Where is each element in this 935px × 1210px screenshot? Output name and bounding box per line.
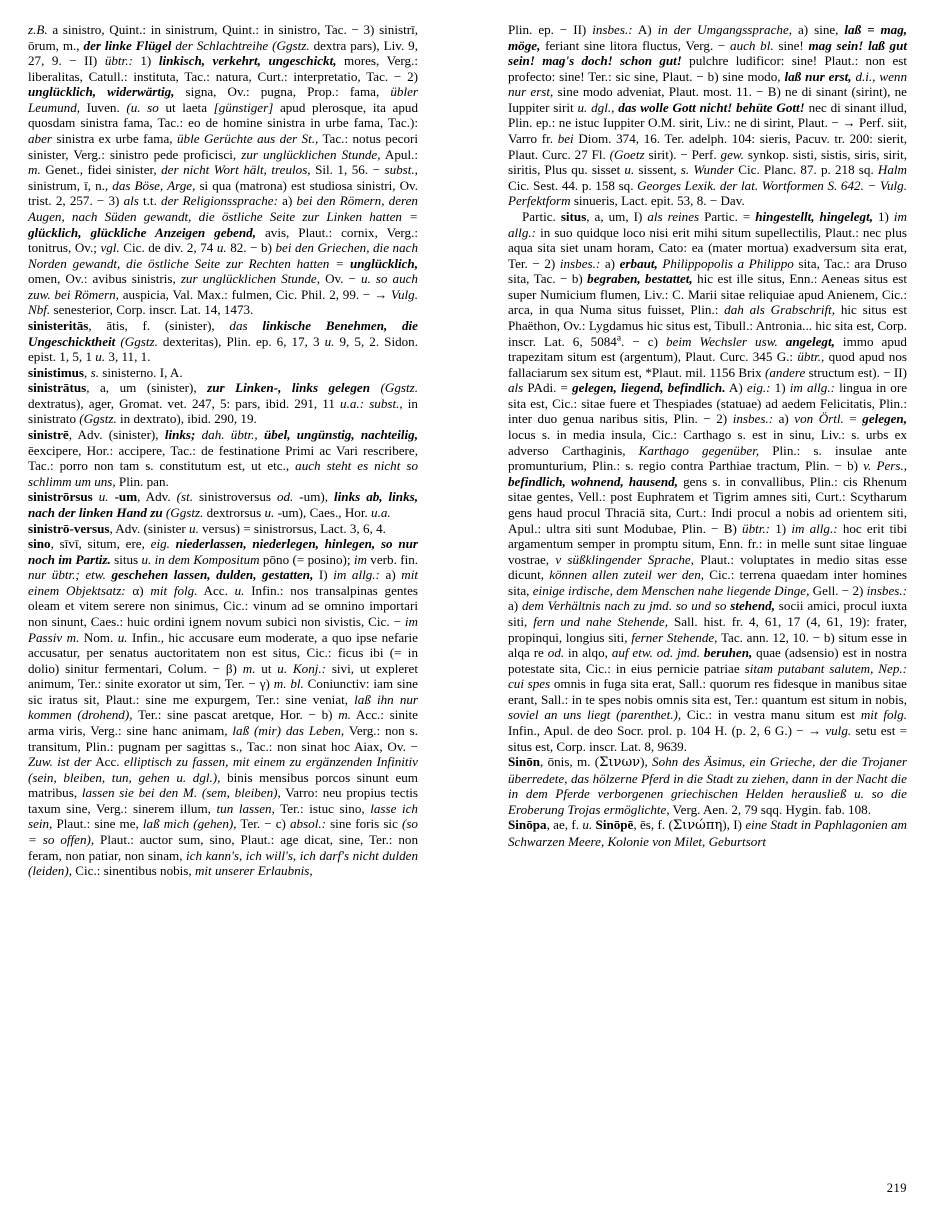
entry-sinistroversus: sinistrō-versus, Adv. (sinister u. versus) = sinistrorsus, Lact. 3, 6, 4. [28, 520, 386, 536]
entry-sinopa: Sinōpa, ae, f. u. Sinōpē, ēs, f. (Σινώπη), I) eine Stadt in Paphlagonien am Schwarzen Meere, Kolonie von Milet, Geburtsort [508, 817, 907, 850]
entry-sinistre: sinistrē, Adv. (sinister), links; dah. übtr., übel, ungünstig, nachteilig, ēexcipere, Hor.: accipere, Tac.: de festinatione Primi ac Vari rescribere, Tac.: porro non tam s. constitutum est, ut etc., auch steht es nicht so schlimm um uns, Plin. pan. [28, 427, 418, 489]
entry-sinistimus: sinistimus, s. sinisterno. I, A. [28, 364, 183, 380]
entry-sinisteritas: sinisteritās, ātis, f. (sinister), das linkische Benehmen, die Ungeschicktheit (Ggstz. dexteritas), Plin. ep. 6, 17, 3 u. 9, 5, 2. Sidon. epist. 1, 5, 1 u. 3, 11, 1. [28, 317, 419, 365]
entry-sinistratus: sinistrātus, a, um (sinister), zur Linken-, links gelegen (Ggstz. dextratus), ager, Gromat. vet. 247, 5: pars, ibid. 291, 11 u.a.: subst., in sinistrato (Ggstz. in dextrato), ibid. 290, 19. [28, 380, 418, 427]
entry-sino-continued: Plin. ep. − II) insbes.: A) in der Umgangssprache, a) sine, laß = mag, möge, feriant sine litora fluctus, Verg. − auch bl. sine! mag sein! laß gut sein! mag's doch! schon gut! pulchre ludificor: sine! Plaut.: non est profecto: sine! Ter.: sic sine, Plaut. − b) sine modo, laß nur erst, d.i., wenn nur erst, sine modo adveniat, Plaut. most. 11. − B) ne di sinant (sirint), ne Iuppiter sirit u. dgl., das wolle Gott nicht! behüte Gott! nec di sinant illud, Plin. ep.: ne istuc Iuppiter O.M. sirit, Liv.: ne di sirint, Plaut. − → Perf. siit, Varro fr. bei Diom. 374, 16. Ter. adelph. 104: sieris, Pacuv. tr. 200: sierit, Plaut. Curc. 27 Fl. (Goetz sirit). − Perf. gew. synkop. sisti, sistis, siris, sirit, siritis, Plus qu. sisset u. sissent, s. Wunder Cic. Planc. 87. p. 218 sq. Halm Cic. Sest. 44. p. 158 sq. Georges Lexik. der lat. Wortformen S. 642. − Vulg. Perfektform sinueris, Lact. epit. 53, 8. − Dav. [508, 22, 908, 209]
entry-partic-situs: Partic. situs, a, um, I) als reines Partic. = hingestellt, hingelegt, 1) im allg.: in suo quidque loco nisi erit mihi situm supellectilis, Plaut.: nec plus aqua sita siet unam horam, Cato: ea (mater mortua) exadversum sita erat, Ter. − 2) insbes.: a) erbaut, Philippopolis a Philippo sita, Tac.: ara Druso sita, Tac. − b) begraben, bestattet, hic est ille situs, Enn.: Aeneas situs est super Numicium flumen, Liv.: C. Marii sitae reliquiae apud Anienem, Cic.: arca, in qua Numa situs fuisset, Plin.: dah als Grabschrift, hic situs est Phaëthon, Ov.: Lygdamus hic situs est, Tibull.: Antronia... hic sita est, Corp. inscr. Lat. 6, $5084^a$. − c) beim Wechsler usw. angelegt, immo apud trapezitam situm est (argentum), Plaut. Curc. 345 G.: übtr., quod apud nos fallaciarum sex situm est, *Plaut. mil. 1156 Brix (andere structum est). − II) als PAdi. = gelegen, liegend, befindlich. A) eig.: 1) im allg.: lingua in ore sita est, Cic.: sitae fuere et Thespiades (statuae) ad aedem Felicitatis, Plin.: inter duo genua naribus sitis, Plin. − 2) insbes.: a) von Örtl. = gelegen, locus s. in media insula, Cic.: Carthago s. est in sinu, Liv.: s. urbs ex adverso Carthaginis, Karthago gegenüber, Plin.: s. insulae ante promunturium, Plin.: s. regio contra Parthiae tractum, Plin. − b) v. Pers., befindlich, wohnend, hausend, gens s. in convallibus, Plin.: cis Rhenum sitae gentes, Vell.: post Euphratem et Tigrim amnes siti, Curt.: Scytharum gens haud procul Thraciā sita, Curt.: Indi procul a nobis ad orientem siti, Apul.: ultra siti sunt Modubae, Plin. − B) übtr.: 1) im allg.: hoc erit tibi argamentum semper in promptu situm, Enn. fr.: in melle sunt sitae linguae vostrae, v süßklingender Sprache, Plaut.: voluptates in medio sitas esse dicunt, können allen zuteil wer den, Cic.: terrena quaedam inter homines sita, einige irdische, dem Menschen nahe liegende Dinge, Gell. − 2) insbes.: a) dem Verhältnis nach zu jmd. so und so stehend, socii amici, procul iuxta siti, fern und nahe Stehende, Sall. hist. fr. 4, 61, 17 (4, 61, 19): frater, propinqui, longius siti, ferner Stehende, Tac. ann. 12, 10. − b) situm esse in alqa re od. in alqo, auf etw. od. jmd. beruhen, quae (adsensio) est in nostra potestate sita, Cic.: in eius pernicie patriae sitam putabant salutem, Nep.: cui spes omnis in fuga sita erat, Sall.: quorum res fidesque in manibus sitae erant, Sall.: in te spes nobis omnis sita est, Ter.: quantum est situm in nobis, soviel an uns liegt (parenthet.), Cic.: in vestra manu situm est mit folg. Infin., Apul. de deo Socr. prol. p. 104 H. (p. 2, 6 G.) − → vulg. setu est = situs est, Corp. inscr. Lat. 8, 9639. [508, 208, 908, 754]
entry-sino: sino, sīvī, situm, ere, eig. niederlassen, niederlegen, hinlegen, so nur noch im Partiz. situs u. in dem Kompositum pōno (= posino); im verb. fin. nur übtr.; etw. geschehen lassen, dulden, gestatten, I) im allg.: a) mit einem Objektsatz: α) mit folg. Acc. u. Infin.: nos transalpinas gentes oleam et vitem serere non sinimus, Cic.: vinum ad se omnino importari non sinunt, Caes.: huic ordini ignem novum subici non sivistis, Cic. − im Passiv m. Nom. u. Infin., hic accusare eum moderate, a quo ipse nefarie accusatur, per senatus auctoritatem non est situs, Cic.: ficus ibi (= in dolio) sinitur fermentari, Colum. − β) m. ut u. Konj.: sivi, ut expleret animum, Ter.: sinite exorator ut sim, Ter. − γ) m. bl. Coniunctiv: iam sine sic iratus sit, Plaut.: sine me expurgem, Ter.: sine veniat, laß ihn nur kommen (drohend), Ter.: sine pascat aretque, Hor. − b) m. Acc.: sinite arma viris, Verg.: sine hanc animam, laß (mir) das Leben, Verg.: non s. transitum, Plin.: pugnam per sagittas s., Tac.: non sinat hoc Aiax, Ov. − Zuw. ist der Acc. elliptisch zu fassen, mit einem zu ergänzenden Infinitiv (sein, bleiben, tun, gehen u. dgl.), binis mensibus porcos sinunt eum matribus, lassen sie bei den M. (sem, bleiben), Varro: neu propius tectis taxum sine, Verg.: sinerem illum, tun lassen, Ter.: istuc sino, lasse ich sein, Plaut.: sine me, laß mich (gehen), Ter. − c) absol.: sine foris sic (so = so offen), Plaut.: auctor sum, sino, Plaut.: age dicat, sine, Ter.: non feram, non patiar, non sinam, ich kann's, ich will's, ich darf's nicht dulden (leiden), Cic.: sinentibus nobis, mit unserer Erlaubnis, [28, 536, 419, 879]
left-text-column [28, 22, 418, 879]
page-columns [28, 22, 907, 1167]
right-text-column [508, 22, 907, 850]
page-number: 219 [886, 1181, 907, 1195]
entry-sinistrorsus: sinistrōrsus u. -um, Adv. (st. sinistroversus od. -um), links ab, links, nach der linken Hand zu (Ggstz. dextrorsus u. -um), Caes., Hor. u.a. [28, 489, 419, 520]
entry-sinister-continued: z.B. a sinistro, Quint.: in sinistrum, Quint.: in sinistro, Tac. − 3) sinistrī, ōrum, m., der linke Flügel der Schlachtreihe (Ggstz. dextra pars), Liv. 9, 27, 9. − II) übtr.: 1) linkisch, verkehrt, ungeschickt, mores, Verg.: liberalitas, Catull.: instituta, Tac.: natura, Curt.: interpretatio, Tac. − 2) unglücklich, widerwärtig, signa, Ov.: pugna, Prop.: fama, übler Leumund, Iuven. (u. so ut laeta [günstiger] apud plerosque, ita apud quosdam sinistra fama, Tac.: eo de homine sinistra in urbe fama, Tac.): aber sinistra ex urbe fama, üble Gerüchte aus der St., Tac.: notus pecori sinister, Verg.: sinistro pede proficisci, zur unglücklichen Stunde, Apul.: m. Genet., fidei sinister, der nicht Wort hält, treulos, Sil. 1, 56. − subst., sinistrum, ī, n., das Böse, Arge, si qua (matrona) est studiosa sinistri, Ov. trist. 2, 257. − 3) als t.t. der Religionssprache: a) bei den Römern, deren Augen, nach Süden gewandt, die östliche Seite zur Linken hatten = glücklich, glückliche Anzeigen gebend, avis, Plaut.: cornix, Verg.: tonitrus, Ov.; vgl. Cic. de div. 2, 74 u. 82. − b) bei den Griechen, die nach Norden gewandt, die östliche Seite zur Rechten hatten = unglücklich, omen, Ov.: avibus sinistris, zur unglücklichen Stunde, Ov. − u. so auch zuw. bei Römern, auspicia, Val. Max.: fulmen, Cic. Phil. 2, 99. − → Vulg. Nbf. senesterior, Corp. inscr. Lat. 14, 1473. [28, 22, 419, 318]
entry-sinon: Sinōn, ōnis, m. (Σινων), Sohn des Äsimus, ein Grieche, der die Trojaner überredete, das hölzerne Pferd in die Stadt zu ziehen, dann in der Nacht die in dem Pferde verborgenen griechischen Helden herausließ u. so die Eroberung Trojas ermöglichte, Verg. Aen. 2, 79 sqq. Hygin. fab. 108. [508, 754, 907, 817]
